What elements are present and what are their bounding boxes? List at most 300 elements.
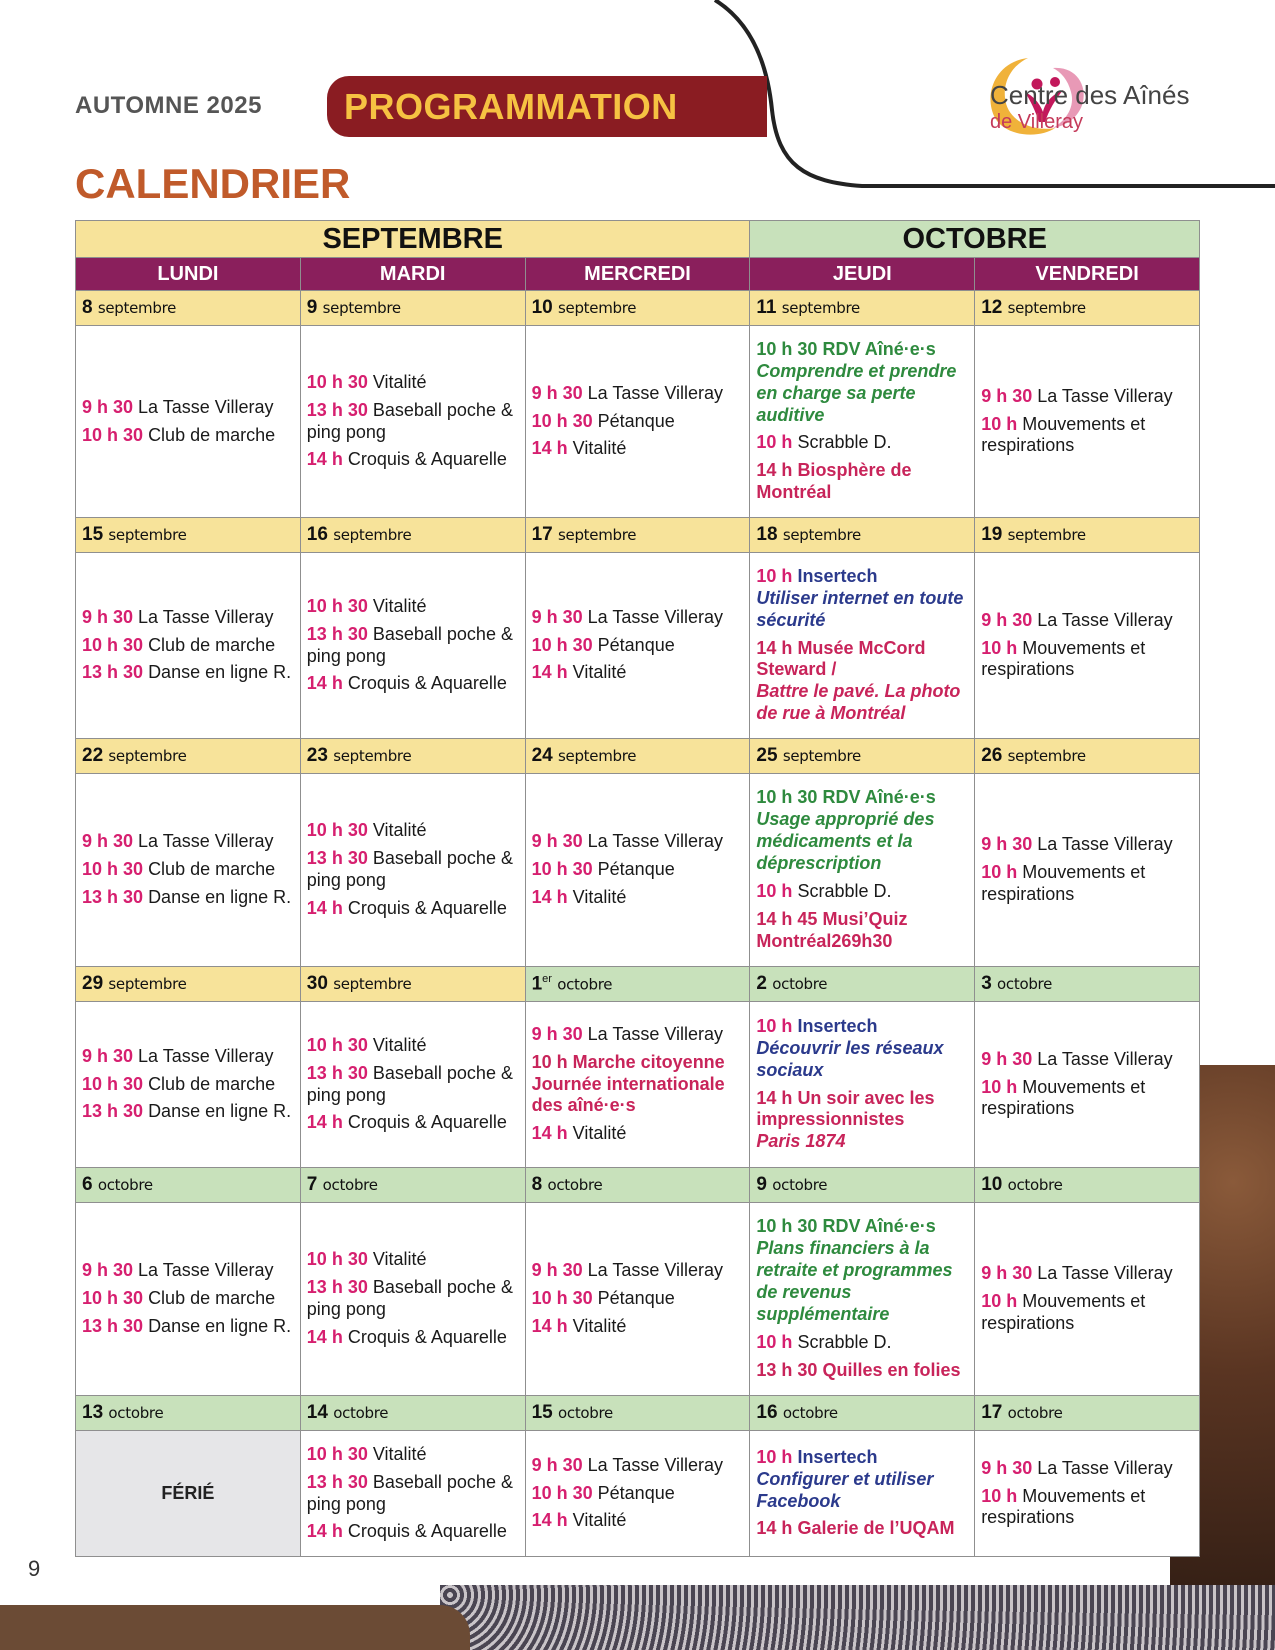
date-month: septembre: [108, 526, 187, 544]
event-name: La Tasse Villeray: [138, 831, 274, 852]
event-name: Pétanque: [597, 859, 675, 880]
date-row: [76, 518, 1200, 553]
date-number: 10: [981, 1174, 1003, 1195]
events-row: [76, 553, 1200, 739]
event-time: 13 h 30: [306, 399, 368, 420]
event-name: RDV Aîné·e·s: [822, 338, 936, 359]
event-item: [82, 662, 294, 684]
event-time: 10 h 30: [756, 787, 818, 808]
event-subtitle: Battre le pavé. La photo de rue à Montréal: [756, 681, 961, 724]
event-item: [756, 1088, 968, 1154]
events-cell: [750, 1002, 975, 1168]
event-name: Insertech: [797, 1015, 878, 1036]
event-item: [82, 1101, 294, 1123]
event-item: [981, 610, 1193, 632]
date-month: octobre: [322, 1176, 378, 1194]
events-cell: [76, 553, 301, 739]
date-month: octobre: [558, 1404, 613, 1422]
event-name: Scrabble D.: [797, 1331, 892, 1352]
date-cell: [975, 1396, 1200, 1431]
event-name: Baseball poche & ping pong: [306, 848, 513, 890]
event-name: La Tasse Villeray: [138, 1260, 274, 1281]
event-time: 9 h 30: [531, 606, 583, 627]
event-item: [307, 1249, 519, 1271]
calendar-body: [76, 291, 1200, 1557]
event-item: [82, 831, 294, 853]
event-item: [82, 1260, 294, 1282]
event-time: 10 h 30: [306, 820, 368, 841]
background-table-edge: [0, 1605, 470, 1650]
date-cell: [525, 967, 750, 1002]
event-time: 10 h: [531, 1051, 568, 1072]
event-name: La Tasse Villeray: [587, 1023, 724, 1044]
date-month: septembre: [97, 299, 177, 317]
event-time: 14 h: [531, 1123, 568, 1144]
event-item: [532, 1260, 744, 1282]
date-row: [76, 1168, 1200, 1203]
event-time: 14 h: [756, 637, 793, 658]
date-cell: [525, 1396, 750, 1431]
event-item: [532, 438, 744, 460]
event-time: 10 h 30: [306, 1249, 368, 1270]
date-month: octobre: [782, 1404, 838, 1422]
events-cell: [525, 774, 750, 967]
event-time: 14 h: [531, 662, 568, 683]
date-number: 29: [82, 973, 104, 994]
date-number: 16: [756, 1402, 778, 1423]
date-cell: [975, 739, 1200, 774]
event-name: Pétanque: [597, 410, 675, 431]
events-cell: [975, 1431, 1200, 1557]
event-time: 10 h: [981, 413, 1018, 434]
event-subtitle: Paris 1874: [756, 1131, 846, 1152]
event-time: 14 h: [306, 673, 343, 694]
date-cell: [76, 1168, 301, 1203]
event-time: 10 h 30: [531, 859, 593, 880]
event-item: [981, 1077, 1193, 1121]
event-item: [756, 1360, 968, 1382]
event-time: 10 h 30: [306, 371, 368, 392]
date-cell: [750, 291, 975, 326]
events-row: [76, 326, 1200, 518]
event-subtitle: Usage approprié des médicaments et la déprescription: [756, 809, 935, 874]
event-time: 14 h: [756, 1518, 793, 1539]
event-name: Croquis & Aquarelle: [347, 1521, 507, 1542]
events-cell: [76, 326, 301, 518]
date-cell: [975, 967, 1200, 1002]
event-name: La Tasse Villeray: [1037, 1048, 1173, 1069]
event-time: 10 h 30: [306, 1034, 368, 1055]
event-item: [756, 1216, 968, 1326]
date-cell: [750, 518, 975, 553]
event-name: Un soir avec les impressionnistes: [756, 1087, 935, 1130]
event-time: 9 h 30: [981, 1048, 1033, 1069]
event-name: Vitalité: [372, 1443, 427, 1464]
date-row: [76, 1396, 1200, 1431]
event-name: Danse en ligne R.: [148, 1315, 292, 1336]
event-subtitle: Configurer et utiliser Facebook: [756, 1468, 934, 1511]
page-number: 9: [28, 1556, 41, 1581]
date-number: 17: [531, 524, 553, 545]
events-cell: [975, 326, 1200, 518]
event-item: [756, 638, 968, 726]
events-cell: [525, 326, 750, 518]
event-item: [532, 1483, 744, 1505]
event-time: 10 h 30: [306, 595, 368, 616]
event-item: [82, 1316, 294, 1338]
date-cell: [300, 967, 525, 1002]
event-time: 13 h 30: [306, 1062, 368, 1083]
event-name: Vitalité: [372, 371, 427, 392]
event-name: Danse en ligne R.: [148, 1101, 292, 1122]
event-item: [981, 1458, 1193, 1480]
event-time: 10 h 30: [82, 424, 144, 445]
date-number: 26: [981, 745, 1003, 766]
event-time: 9 h 30: [981, 834, 1033, 855]
date-cell: [525, 739, 750, 774]
event-name: Pétanque: [597, 1482, 675, 1503]
day-header-wednesday: MERCREDI: [525, 258, 750, 291]
event-time: 10 h: [981, 1485, 1018, 1506]
events-cell: [975, 1002, 1200, 1168]
event-item: [756, 787, 968, 875]
event-time: 13 h 30: [306, 1471, 368, 1492]
event-time: 14 h 45: [756, 908, 818, 929]
event-name: Insertech: [797, 1446, 878, 1467]
event-time: 9 h 30: [531, 831, 583, 852]
date-month: septembre: [782, 526, 861, 544]
events-cell: [76, 1203, 301, 1396]
logo-name: Centre des Aînés: [990, 80, 1190, 110]
event-name: RDV Aîné·e·s: [822, 1216, 936, 1237]
event-time: 13 h 30: [306, 623, 368, 644]
date-month: septembre: [333, 747, 412, 765]
events-cell: [525, 1431, 750, 1557]
event-name: Croquis & Aquarelle: [347, 1112, 507, 1133]
event-subtitle: Plans financiers à la retraite et programmes de revenus supplémentaire: [756, 1238, 953, 1324]
event-item: [307, 898, 519, 920]
event-item: [756, 1332, 968, 1354]
event-item: [756, 339, 968, 427]
month-header-september: SEPTEMBRE: [76, 221, 750, 258]
event-name: La Tasse Villeray: [587, 1454, 724, 1475]
date-month: septembre: [782, 747, 861, 765]
event-time: 10 h 30: [756, 338, 818, 359]
event-time: 9 h 30: [531, 382, 583, 403]
event-subtitle: Utiliser internet en toute sécurité: [756, 587, 964, 630]
date-cell: [76, 518, 301, 553]
events-cell: [525, 1002, 750, 1168]
date-number: 1: [531, 973, 543, 995]
event-time: 13 h 30: [82, 1101, 144, 1122]
date-row: [76, 739, 1200, 774]
event-item: [981, 414, 1193, 458]
event-time: 10 h: [981, 862, 1018, 883]
date-cell: [750, 739, 975, 774]
events-cell: [975, 553, 1200, 739]
date-month: septembre: [322, 299, 401, 317]
event-name: Baseball poche & ping pong: [306, 1062, 513, 1105]
event-name: Mouvements et respirations: [981, 637, 1146, 680]
event-name: La Tasse Villeray: [138, 606, 274, 627]
event-name: Vitalité: [572, 886, 627, 907]
date-cell: [750, 967, 975, 1002]
event-time: 13 h 30: [82, 1315, 144, 1336]
event-name: Mouvements et respirations: [981, 1076, 1146, 1119]
date-month: octobre: [333, 1404, 389, 1422]
event-name: La Tasse Villeray: [1037, 1457, 1173, 1478]
event-time: 14 h: [531, 1315, 568, 1336]
event-time: 10 h 30: [531, 634, 593, 655]
date-number: 15: [531, 1402, 553, 1423]
event-name: La Tasse Villeray: [587, 382, 724, 403]
date-month: octobre: [1007, 1176, 1063, 1194]
event-name: Croquis & Aquarelle: [347, 449, 507, 470]
date-ordinal: er: [542, 972, 552, 985]
event-item: [307, 372, 519, 394]
event-item: [532, 1123, 744, 1145]
event-item: [307, 1112, 519, 1134]
events-cell: [525, 553, 750, 739]
event-item: [756, 460, 968, 504]
event-name: Club de marche: [148, 634, 276, 655]
event-time: 13 h 30: [306, 1277, 368, 1298]
events-cell: [300, 774, 525, 967]
programmation-banner-text: PROGRAMMATION: [344, 86, 678, 127]
events-row: [76, 1203, 1200, 1396]
events-cell: [750, 1431, 975, 1557]
month-header-october: OCTOBRE: [750, 221, 1200, 258]
event-time: 10 h: [756, 565, 793, 586]
event-name: Vitalité: [572, 1123, 627, 1144]
events-row: [76, 1002, 1200, 1168]
events-cell: [975, 774, 1200, 967]
event-name: Insertech: [797, 565, 878, 586]
events-row: [76, 774, 1200, 967]
event-time: 10 h 30: [82, 1288, 144, 1309]
date-number: 6: [82, 1174, 93, 1195]
date-month: septembre: [558, 526, 637, 544]
event-name: Vitalité: [372, 820, 427, 841]
event-time: 10 h 30: [82, 859, 144, 880]
date-month: octobre: [772, 975, 828, 993]
event-time: 13 h 30: [306, 848, 368, 869]
date-row: [76, 967, 1200, 1002]
date-month: septembre: [333, 975, 412, 993]
date-month: septembre: [781, 299, 860, 317]
event-name: Vitalité: [572, 1510, 627, 1531]
date-number: 9: [756, 1174, 767, 1195]
event-item: [981, 1486, 1193, 1530]
date-cell: [525, 291, 750, 326]
event-item: [756, 1016, 968, 1082]
event-item: [82, 1288, 294, 1310]
event-time: 14 h: [531, 886, 568, 907]
event-name: Baseball poche & ping pong: [306, 623, 513, 666]
event-name: Mouvements et respirations: [981, 1291, 1146, 1333]
event-name: Musée McCord Steward /: [756, 637, 926, 680]
event-time: 13 h 30: [82, 886, 144, 907]
event-name: Marche citoyenne Journée internationale des aîné·e·s: [531, 1051, 725, 1116]
date-number: 3: [981, 973, 992, 994]
date-month: octobre: [108, 1404, 164, 1422]
date-cell: [975, 518, 1200, 553]
event-time: 10 h: [981, 1291, 1018, 1312]
event-time: 9 h 30: [531, 1260, 583, 1281]
event-time: 10 h: [756, 1446, 793, 1467]
event-time: 10 h: [756, 432, 793, 453]
date-cell: [300, 291, 525, 326]
date-number: 15: [82, 524, 104, 545]
event-time: 14 h: [306, 897, 343, 918]
event-name: La Tasse Villeray: [138, 396, 274, 417]
date-cell: [975, 291, 1200, 326]
event-time: 14 h: [531, 438, 568, 459]
event-item: [981, 638, 1193, 682]
event-item: [756, 432, 968, 454]
event-item: [82, 607, 294, 629]
programmation-banner: [327, 76, 767, 137]
event-name: La Tasse Villeray: [587, 831, 724, 852]
date-number: 30: [306, 973, 328, 994]
date-number: 19: [981, 524, 1003, 545]
events-cell: [750, 774, 975, 967]
date-month: octobre: [772, 1176, 828, 1194]
date-number: 2: [756, 973, 767, 994]
logo-subtitle: de Villeray: [990, 111, 1084, 133]
event-name: Danse en ligne R.: [148, 662, 292, 683]
event-name: Baseball poche & ping pong: [306, 399, 513, 442]
season-label: AUTOMNE 2025: [75, 92, 262, 119]
event-name: Pétanque: [597, 1288, 675, 1309]
event-item: [532, 1455, 744, 1477]
event-time: 10 h 30: [306, 1443, 368, 1464]
event-name: La Tasse Villeray: [1037, 609, 1173, 630]
event-time: 9 h 30: [981, 385, 1033, 406]
event-item: [82, 635, 294, 657]
date-month: septembre: [333, 526, 412, 544]
event-time: 9 h 30: [981, 609, 1033, 630]
event-time: 10 h 30: [82, 634, 144, 655]
date-row: [76, 291, 1200, 326]
event-item: [307, 1444, 519, 1466]
event-name: Mouvements et respirations: [981, 862, 1146, 904]
event-item: [307, 596, 519, 618]
event-name: Danse en ligne R.: [148, 886, 292, 907]
event-time: 9 h 30: [82, 1260, 134, 1281]
event-item: [532, 859, 744, 881]
date-cell: [750, 1396, 975, 1431]
event-time: 9 h 30: [82, 396, 134, 417]
event-item: [981, 1049, 1193, 1071]
events-row: [76, 1431, 1200, 1557]
date-number: 14: [306, 1402, 328, 1423]
event-time: 9 h 30: [82, 831, 134, 852]
event-name: Mouvements et respirations: [981, 1485, 1146, 1528]
date-month: octobre: [997, 975, 1053, 993]
date-number: 13: [82, 1402, 104, 1423]
event-time: 10 h 30: [531, 410, 593, 431]
event-name: Club de marche: [148, 1073, 276, 1094]
date-number: 8: [531, 1174, 543, 1195]
event-item: [82, 1046, 294, 1068]
event-name: Mouvements et respirations: [981, 413, 1146, 456]
event-name: Vitalité: [572, 438, 627, 459]
event-item: [532, 1052, 744, 1118]
date-number: 16: [306, 524, 328, 545]
event-item: [82, 859, 294, 881]
date-cell: [525, 1168, 750, 1203]
date-month: octobre: [1007, 1404, 1063, 1422]
date-month: septembre: [108, 747, 187, 765]
events-cell: [750, 553, 975, 739]
event-item: [532, 411, 744, 433]
date-month: septembre: [108, 975, 187, 993]
event-time: 14 h: [306, 1521, 343, 1542]
event-item: [981, 1291, 1193, 1335]
event-time: 9 h 30: [981, 1263, 1033, 1284]
event-name: La Tasse Villeray: [1037, 1263, 1173, 1284]
event-name: Biosphère de Montréal: [756, 460, 912, 503]
event-name: Vitalité: [372, 595, 427, 616]
event-time: 14 h: [756, 460, 793, 481]
event-item: [532, 1288, 744, 1310]
page-title: CALENDRIER: [75, 160, 351, 207]
event-item: [307, 1277, 519, 1321]
event-item: [532, 1316, 744, 1338]
event-time: 10 h: [756, 1331, 793, 1352]
event-name: La Tasse Villeray: [138, 1045, 274, 1066]
event-time: 14 h: [306, 1326, 343, 1347]
event-item: [756, 909, 968, 953]
event-name: Vitalité: [572, 662, 627, 683]
event-item: [532, 887, 744, 909]
event-item: [756, 881, 968, 903]
date-cell: [300, 1396, 525, 1431]
date-number: 24: [531, 745, 553, 766]
event-name: La Tasse Villeray: [587, 1260, 724, 1281]
event-item: [981, 1263, 1193, 1285]
event-name: Vitalité: [372, 1034, 427, 1055]
event-time: 10 h 30: [756, 1216, 818, 1237]
events-cell: [300, 1431, 525, 1557]
calendar-table: [75, 220, 1200, 1557]
events-cell: [300, 326, 525, 518]
event-subtitle: Comprendre et prendre en charge sa perte auditive: [756, 360, 957, 425]
event-name: Croquis & Aquarelle: [347, 897, 507, 918]
event-item: [532, 831, 744, 853]
event-item: [307, 1327, 519, 1349]
event-name: Baseball poche & ping pong: [306, 1277, 513, 1319]
events-cell: [750, 1203, 975, 1396]
date-month: septembre: [558, 747, 637, 765]
event-time: 10 h: [756, 1015, 793, 1036]
date-month: septembre: [1007, 299, 1086, 317]
event-time: 10 h: [756, 880, 793, 901]
date-cell: [300, 1168, 525, 1203]
date-cell: [76, 1396, 301, 1431]
date-month: septembre: [558, 299, 637, 317]
date-number: 8: [82, 297, 93, 318]
event-time: 10 h: [981, 637, 1018, 658]
date-number: 12: [981, 297, 1003, 318]
event-time: 9 h 30: [531, 1454, 583, 1475]
day-header-monday: LUNDI: [76, 258, 301, 291]
event-item: [307, 1472, 519, 1516]
events-cell: [300, 553, 525, 739]
event-item: [532, 662, 744, 684]
event-item: [532, 607, 744, 629]
